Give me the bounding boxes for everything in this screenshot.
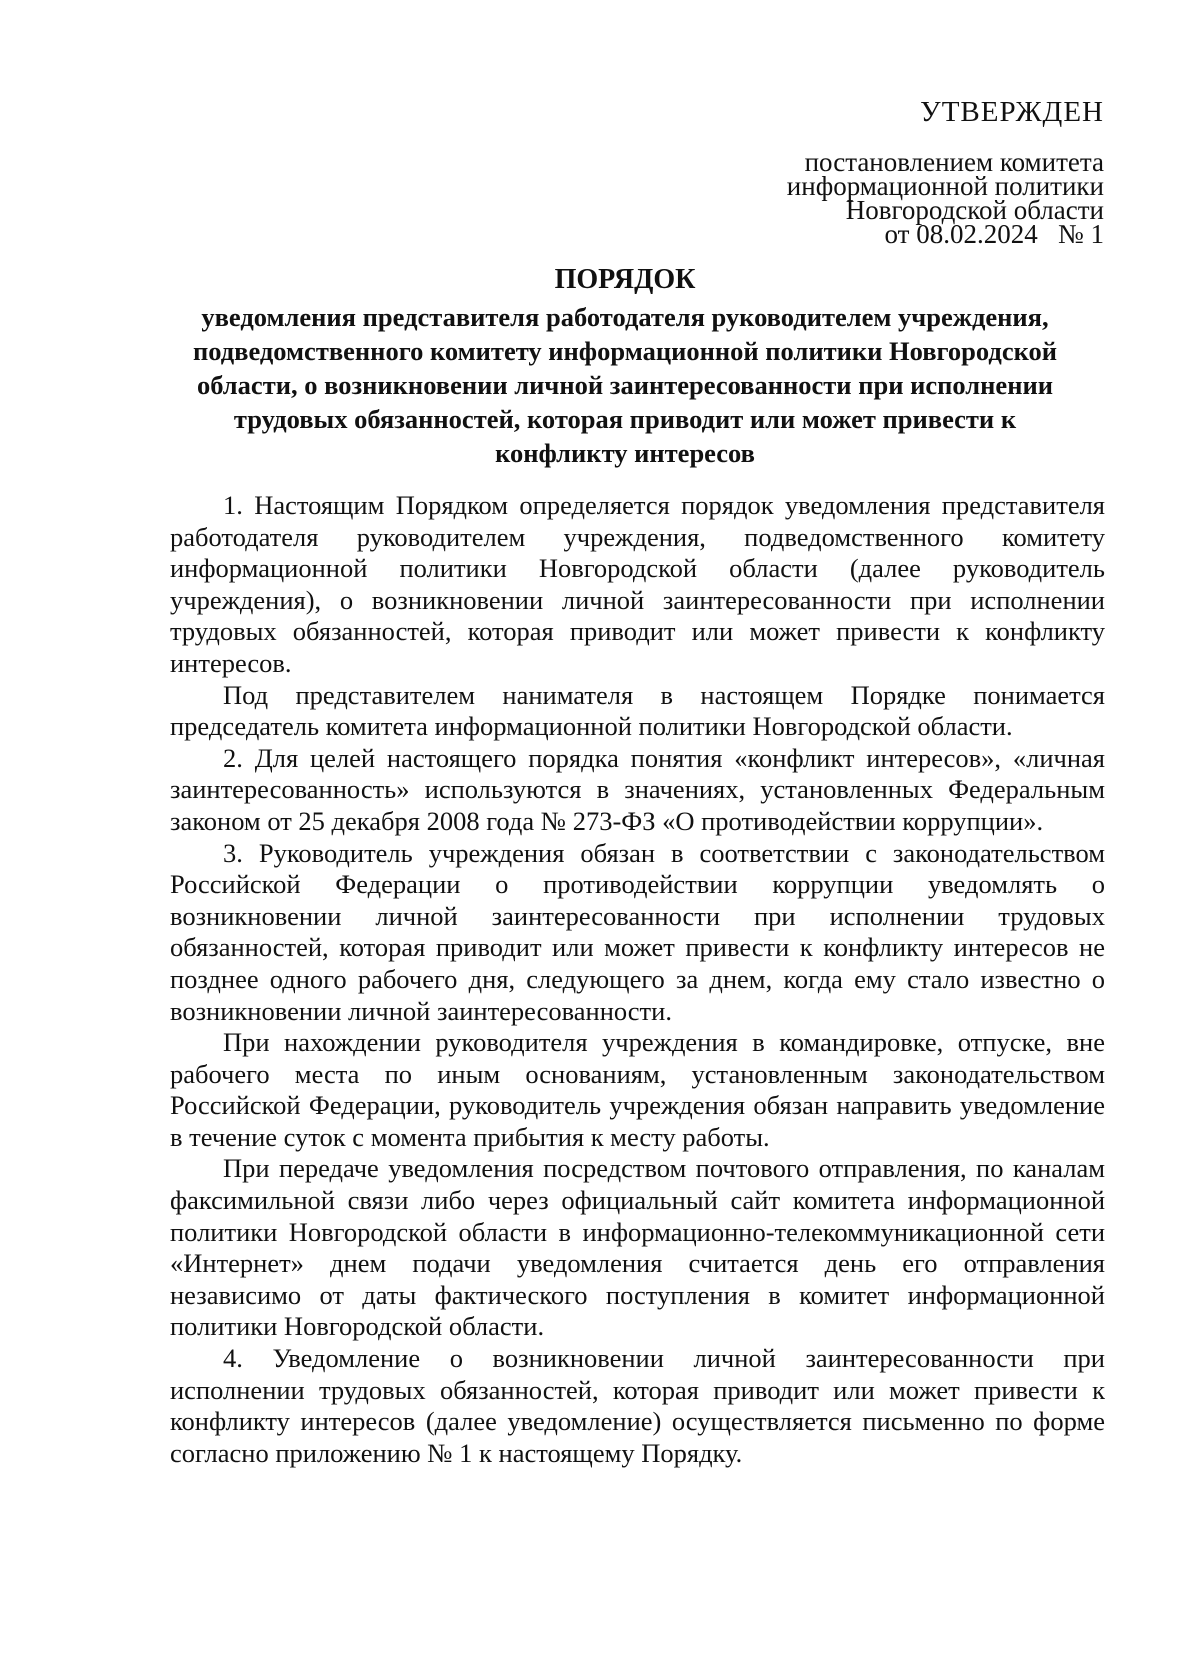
document-body <box>170 490 1105 1469</box>
approval-line-decree: постановлением комитета <box>804 147 1104 177</box>
approval-line-committee: информационной политики <box>786 171 1104 201</box>
document-subtitle-line: трудовых обязанностей, которая приводит или может привести к <box>233 404 1017 434</box>
document-title-block <box>150 263 1100 470</box>
document-subtitle-line: конфликту интересов <box>495 438 755 468</box>
document-subtitle-line: области, о возникновении личной заинтересованности при исполнении <box>196 370 1054 400</box>
paragraph-postal-transfer: При передаче уведомления посредством почтового отправления, по каналам факсимильной связи либо через официальный сайт комитета информационной политики Новгородской области в информационно-телекоммуникационной сети «Интернет» днем подачи уведомления считается день его отправления независимо от даты фактического поступления в комитет информационной политики Новгородской области. <box>170 1153 1105 1342</box>
paragraph-item-4: 4. Уведомление о возникновении личной заинтересованности при исполнении трудовых обязанностей, которая приводит или может привести к конфликту интересов (далее уведомление) осуществляется письменно по форме согласно приложению № 1 к настоящему Порядку. <box>170 1343 1105 1468</box>
document-title: ПОРЯДОК <box>554 264 696 295</box>
paragraph-item-2: 2. Для целей настоящего порядка понятия «конфликт интересов», «личная заинтересованность» используются в значениях, установленных Федеральным законом от 25 декабря 2008 года № 273-ФЗ «О противодействии коррупции». <box>170 742 1105 836</box>
document-subtitle-line: подведомственного комитету информационной политики Новгородской <box>192 336 1058 366</box>
paragraph-business-trip: При нахождении руководителя учреждения в командировке, отпуске, вне рабочего места по иным основаниям, установленным законодательством Российской Федерации, руководитель учреждения обязан направить уведомление в течение суток с момента прибытия к месту работы. <box>170 1027 1105 1152</box>
paragraph-employer-representative: Под представителем нанимателя в настоящем Порядке понимается председатель комитета информационной политики Новгородской области. <box>170 679 1105 742</box>
approval-title: УТВЕРЖДЕН <box>920 96 1104 128</box>
approval-stamp <box>786 96 1104 249</box>
approval-line-region: Новгородской области <box>845 195 1104 225</box>
paragraph-item-3: 3. Руководитель учреждения обязан в соответствии с законодательством Российской Федерации о противодействии коррупции уведомлять о возникновении личной заинтересованности при исполнении трудовых обязанностей, которая приводит или может привести к конфликту интересов не позднее одного рабочего дня, следующего за днем, когда ему стало известно о возникновении личной заинтересованности. <box>170 837 1105 1026</box>
document-subtitle-line: уведомления представителя работодателя руководителем учреждения, <box>201 302 1049 332</box>
paragraph-item-1: 1. Настоящим Порядком определяется порядок уведомления представителя работодателя руководителем учреждения, подведомственного комитету информационной политики Новгородской области (далее руководитель учреждения), о возникновении личной заинтересованности при исполнении трудовых обязанностей, которая приводит или может привести к конфликту интересов. <box>170 490 1105 678</box>
approval-date-number: от 08.02.2024 № 1 <box>884 219 1104 249</box>
